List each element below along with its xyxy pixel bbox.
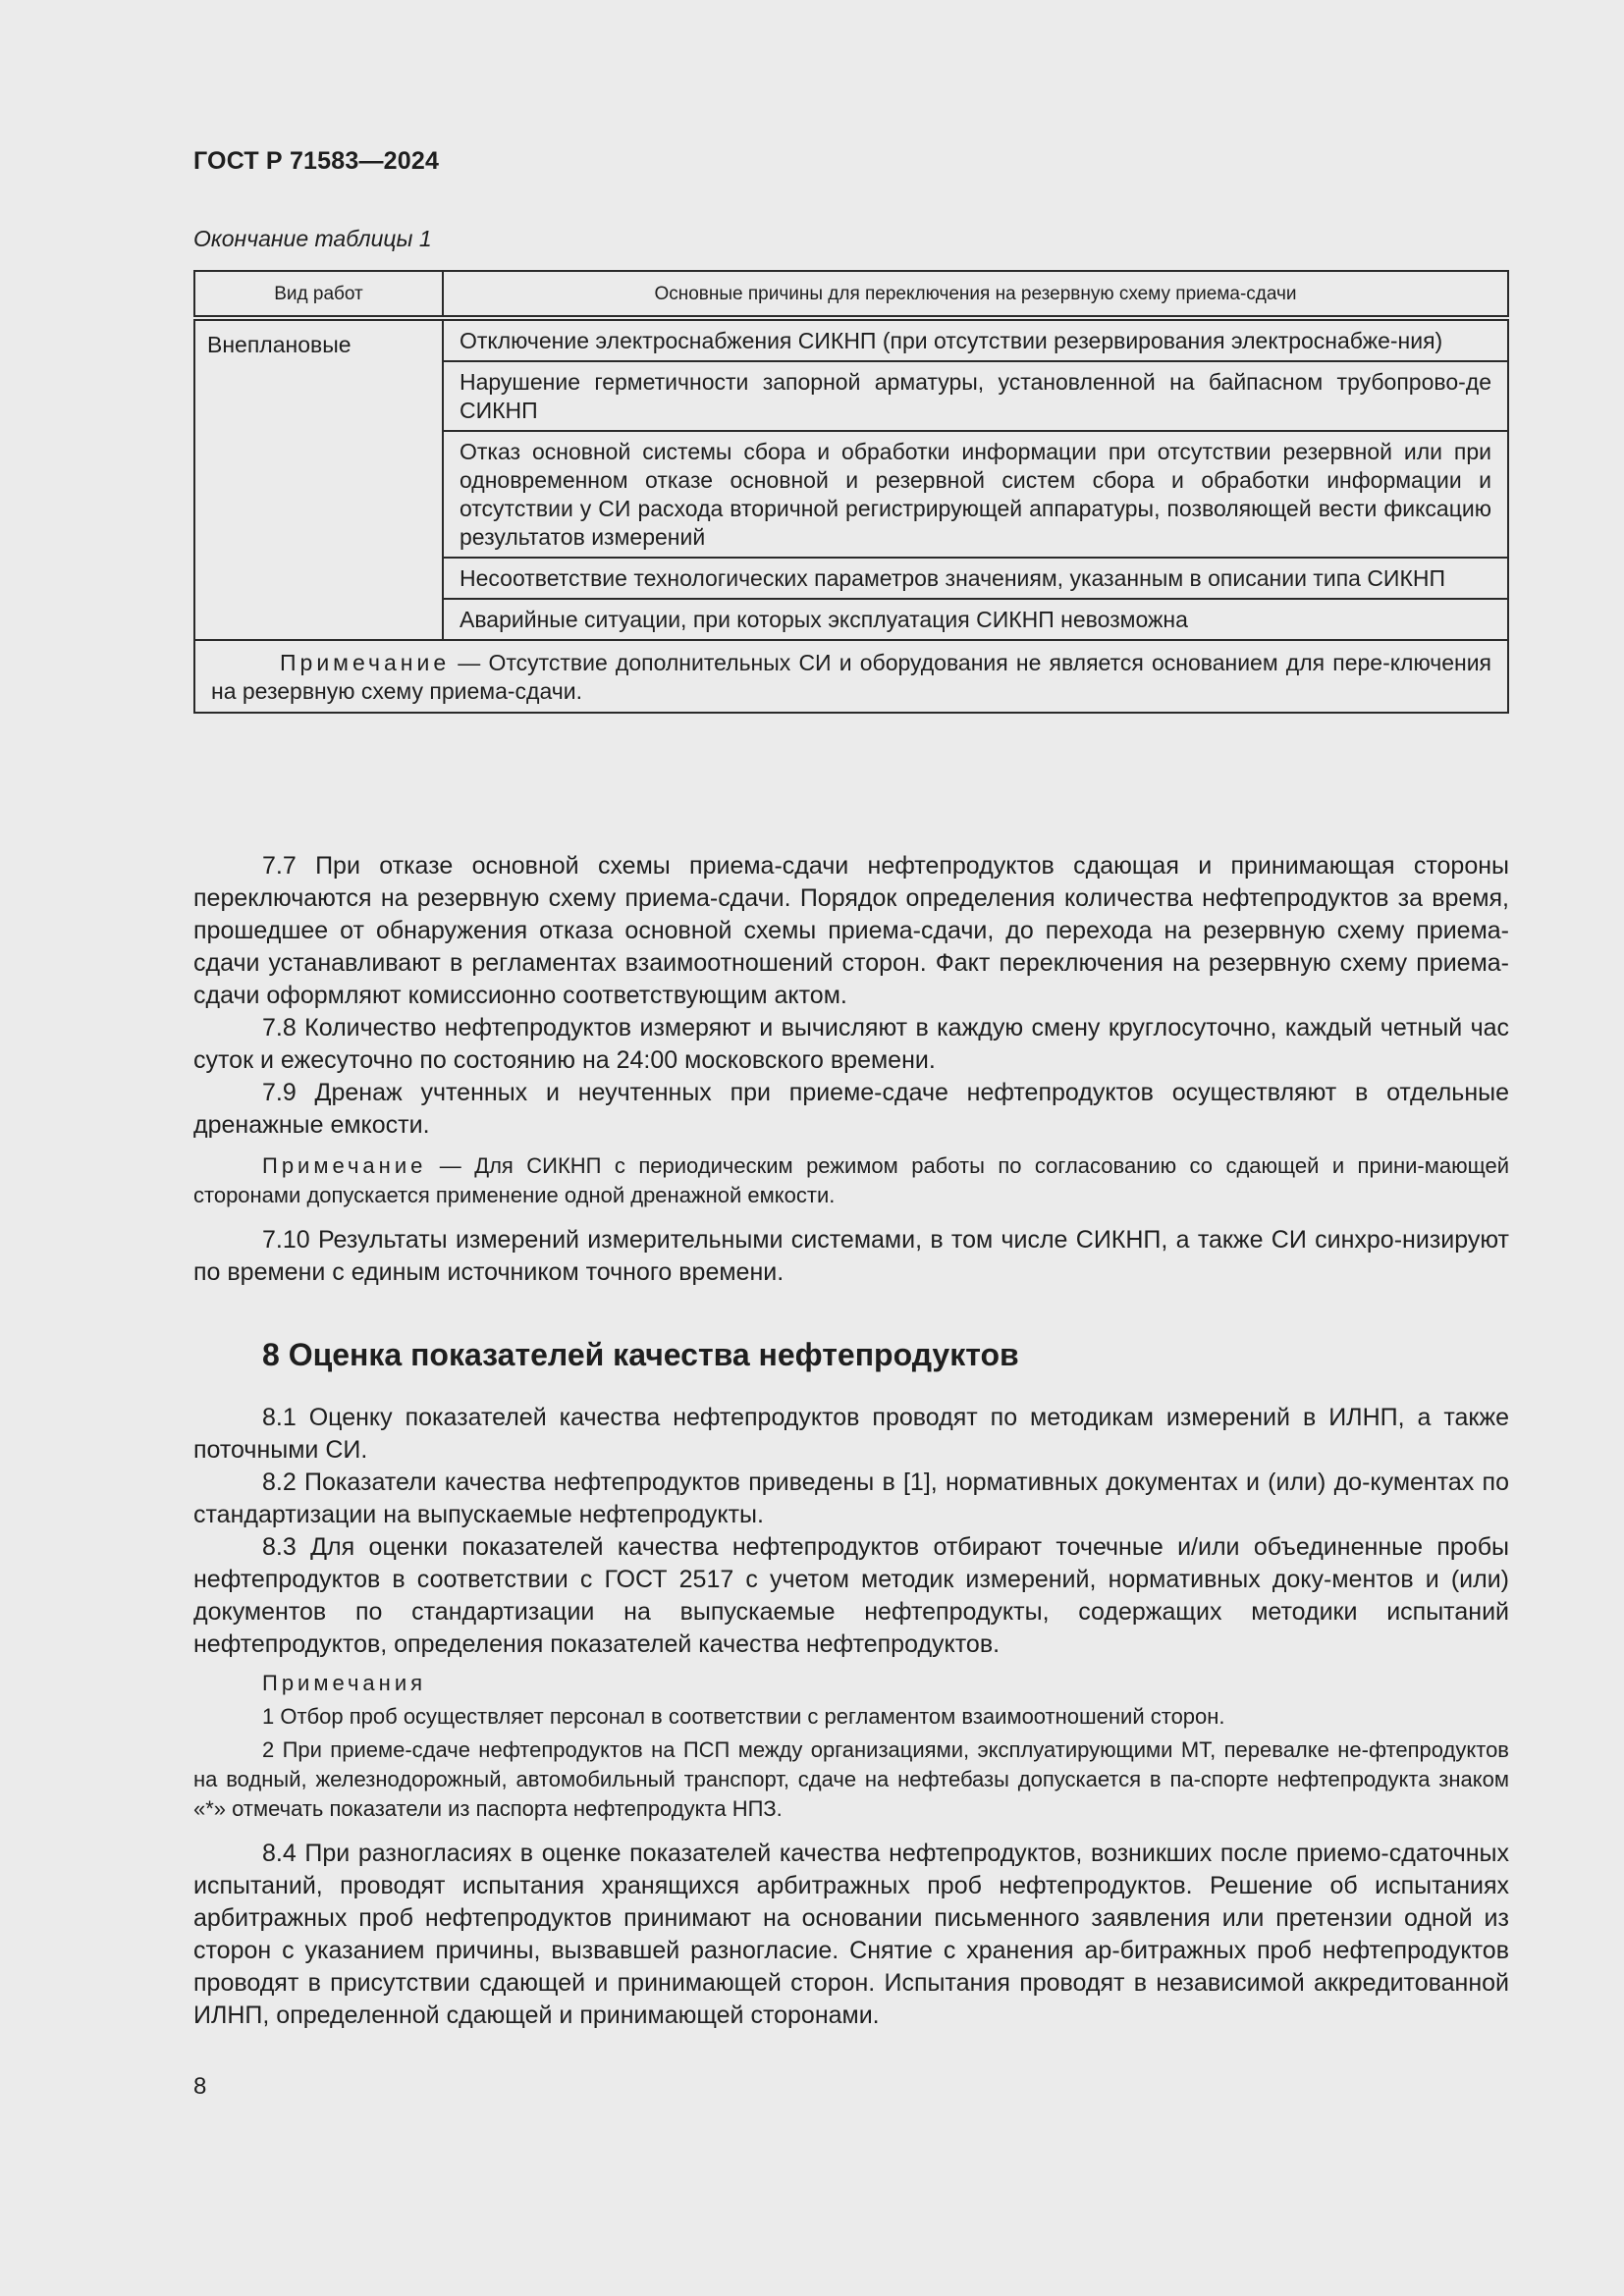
reasons-table [193, 270, 1509, 714]
reason-cell: Несоответствие технологических параметров значениям, указанным в описании типа СИКНП [443, 558, 1508, 599]
table-note-text: — Отсутствие дополнительных СИ и оборудования не является основанием для пере-ключения на резервную схему приема-сдачи. [211, 650, 1491, 704]
table-header-row [194, 271, 1508, 318]
header-reasons: Основные причины для переключения на резервную схему приема-сдачи [443, 271, 1508, 318]
note-text: — Для СИКНП с периодическим режимом работы по согласованию со сдающей и прини-мающей сторонами допускается применение одной дренажной емкости. [193, 1153, 1509, 1207]
note-label: Примечание [262, 1153, 427, 1178]
page-number: 8 [193, 2073, 207, 2100]
table-row [194, 318, 1508, 361]
note-8-3-2: 2 При приеме-сдаче нефтепродуктов на ПСП между организациями, эксплуатирующими МТ, перевалке не-фтепродуктов на водный, железнодорожный, автомобильный транспорт, сдаче на нефтебазы допускается в па-спорте нефтепродукта знаком «*» отмечать показатели из паспорта нефтепродукта НПЗ. [193, 1737, 1509, 1821]
paragraph-7-8: 7.8 Количество нефтепродуктов измеряют и вычисляют в каждую смену круглосуточно, каждый четный час суток и ежесуточно по состоянию на 24:00 московского времени. [193, 1014, 1509, 1074]
paragraph-7-7: 7.7 При отказе основной схемы приема-сдачи нефтепродуктов сдающая и принимающая стороны переключаются на резервную схему приема-сдачи. Порядок определения количества нефтепродуктов за время, прошедшее от обнаружения отказа основной схемы приема-сдачи, до перехода на резервную схему приема-сдачи устанавливают в регламентах взаимоотношений сторон. Факт переключения на резервную схему приема-сдачи оформляют комиссионно соответствующим актом. [193, 852, 1509, 1009]
paragraph-7-9: 7.9 Дренаж учтенных и неучтенных при приеме-сдаче нефтепродуктов осуществляют в отдельные дренажные емкости. [193, 1079, 1509, 1139]
paragraph-8-3: 8.3 Для оценки показателей качества нефтепродуктов отбирают точечные и/или объединенные пробы нефтепродуктов в соответствии с ГОСТ 2517 с учетом методик измерений, нормативных доку-ментов и (или) документов по стандартизации на выпускаемые нефтепродукты, содержащих методики испытаний нефтепродуктов, определения показателей качества нефтепродуктов. [193, 1533, 1509, 1658]
section-8-title: 8 Оценка показателей качества нефтепродуктов [262, 1337, 1019, 1372]
paragraph-8-1: 8.1 Оценку показателей качества нефтепродуктов проводят по методикам измерений в ИЛНП, а также поточными СИ. [193, 1404, 1509, 1464]
reason-cell: Отключение электроснабжения СИКНП (при отсутствии резервирования электроснабже-ния) [443, 318, 1508, 361]
notes-label: Примечания [262, 1671, 427, 1695]
paragraph-8-4: 8.4 При разногласиях в оценке показателей качества нефтепродуктов, возникших после приемо-сдаточных испытаний, проводят испытания хранящихся арбитражных проб нефтепродуктов. Решение об испытаниях арбитражных проб нефтепродуктов принимают на основании письменного заявления или претензии одной из сторон с указанием причины, вызвавшей разногласие. Снятие с хранения ар-битражных проб нефтепродуктов проводят в присутствии сдающей и принимающей сторон. Испытания проводят в независимой аккредитованной ИЛНП, определенной сдающей и принимающей сторонами. [193, 1840, 1509, 2029]
reason-cell: Аварийные ситуации, при которых эксплуатация СИКНП невозможна [443, 599, 1508, 640]
notes-8-3 [193, 1669, 1509, 1824]
reason-cell: Отказ основной системы сбора и обработки информации при отсутствии резервной или при одновременном отказе основной и резервной систем сбора и обработки информации и отсутствии у СИ расхода вторичной регистрирующей аппаратуры, позволяющей вести фиксацию результатов измерений [443, 431, 1508, 558]
table-note [194, 640, 1508, 713]
note-7-9 [193, 1151, 1509, 1210]
paragraph-7-10: 7.10 Результаты измерений измерительными системами, в том числе СИКНП, а также СИ синхро-низируют по времени с единым источником точного времени. [193, 1226, 1509, 1286]
document-code: ГОСТ Р 71583—2024 [193, 147, 440, 175]
note-8-3-1: 1 Отбор проб осуществляет персонал в соответствии с регламентом взаимоотношений сторон. [262, 1704, 1225, 1729]
table-note-row [194, 640, 1508, 713]
reason-cell: Нарушение герметичности запорной арматуры, установленной на байпасном трубопрово-де СИКНП [443, 361, 1508, 431]
work-type-cell: Внеплановые [194, 318, 443, 640]
paragraph-8-2: 8.2 Показатели качества нефтепродуктов приведены в [1], нормативных документах и (или) до-кументах по стандартизации на выпускаемые нефтепродукты. [193, 1468, 1509, 1528]
table-caption: Окончание таблицы 1 [193, 226, 432, 251]
section-7-text [193, 850, 1509, 1289]
table-note-label: Примечание [280, 650, 451, 675]
section-8-text [193, 1402, 1509, 2032]
header-work-type: Вид работ [194, 271, 443, 318]
